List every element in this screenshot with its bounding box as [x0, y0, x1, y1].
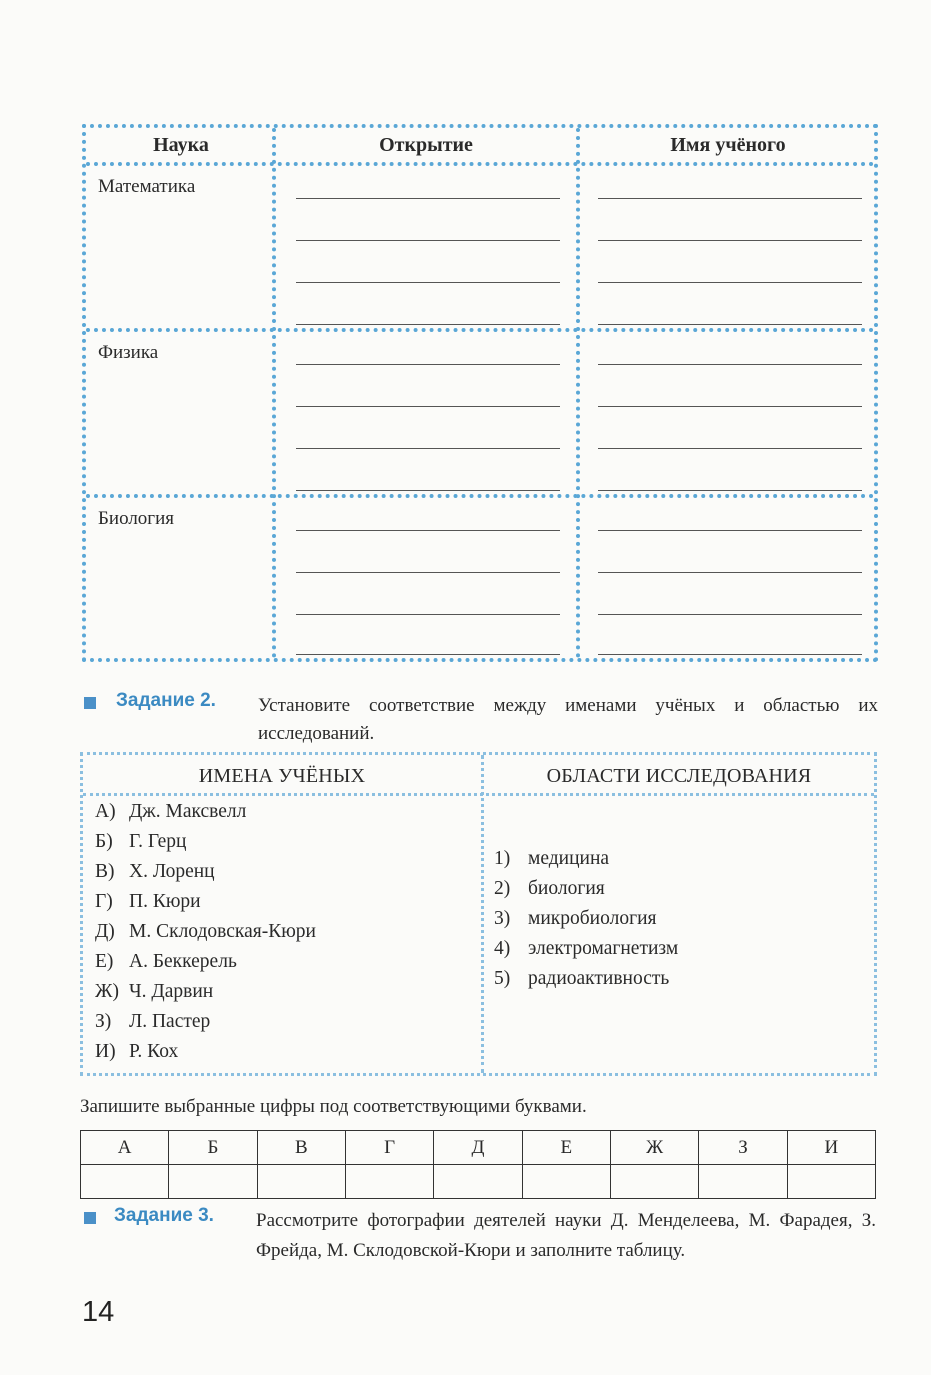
- scientist-input-line[interactable]: [598, 530, 862, 531]
- scientist-input-line[interactable]: [598, 198, 862, 199]
- discovery-input-line[interactable]: [296, 282, 560, 283]
- scientist-input-line[interactable]: [598, 448, 862, 449]
- field-item: 1) медицина: [494, 848, 610, 869]
- task3-title: Задание 3.: [114, 1205, 214, 1226]
- row-divider: [86, 162, 874, 166]
- science-discovery-table: [82, 124, 878, 662]
- row-divider: [83, 793, 874, 796]
- answer-letter: Ж: [610, 1131, 698, 1165]
- answer-cell[interactable]: [699, 1165, 787, 1199]
- scientist-item: Д) М. Склодовская-Кюри: [95, 921, 316, 942]
- answer-instruction: Запишите выбранные цифры под соответствующими буквами.: [80, 1096, 587, 1117]
- discovery-input-line[interactable]: [296, 654, 560, 655]
- answer-cell[interactable]: [345, 1165, 433, 1199]
- header-scientist: Имя учёного: [670, 134, 786, 156]
- header-science: Наука: [153, 134, 209, 156]
- field-item: 3) микробиология: [494, 908, 657, 929]
- discovery-input-line[interactable]: [296, 530, 560, 531]
- column-divider: [576, 128, 580, 658]
- scientist-input-line[interactable]: [598, 364, 862, 365]
- scientist-item: З) Л. Пастер: [95, 1011, 211, 1032]
- task3-text: Рассмотрите фотографии деятелей науки Д. Менделеева, М. Фарадея, З. Фрейда, М. Склодовской-Кюри и заполните таблицу.: [256, 1210, 876, 1261]
- row-divider: [86, 494, 874, 498]
- scientist-input-line[interactable]: [598, 572, 862, 573]
- discovery-input-line[interactable]: [296, 448, 560, 449]
- scientist-item: Б) Г. Герц: [95, 831, 187, 852]
- answer-letter: А: [81, 1131, 169, 1165]
- field-item: 4) электромагнетизм: [494, 938, 679, 959]
- answer-letters-row: [81, 1131, 876, 1165]
- answer-letter: З: [699, 1131, 787, 1165]
- answer-cell[interactable]: [434, 1165, 522, 1199]
- column-divider: [481, 755, 484, 1073]
- row-label-math: Математика: [98, 176, 196, 197]
- row-label-biology: Биология: [98, 508, 175, 529]
- answer-letter: Д: [434, 1131, 522, 1165]
- answer-digits-row: [81, 1165, 876, 1199]
- scientist-item: А) Дж. Максвелл: [95, 801, 247, 822]
- discovery-input-line[interactable]: [296, 240, 560, 241]
- answer-cell[interactable]: [610, 1165, 698, 1199]
- task-bullet-icon: [84, 697, 96, 709]
- discovery-input-line[interactable]: [296, 364, 560, 365]
- scientist-input-line[interactable]: [598, 324, 862, 325]
- fields-header: ОБЛАСТИ ИССЛЕДОВАНИЯ: [546, 765, 812, 787]
- scientist-input-line[interactable]: [598, 614, 862, 615]
- discovery-input-line[interactable]: [296, 324, 560, 325]
- discovery-input-line[interactable]: [296, 198, 560, 199]
- answer-letter: Г: [345, 1131, 433, 1165]
- discovery-input-line[interactable]: [296, 406, 560, 407]
- task2-title: Задание 2.: [116, 690, 216, 711]
- answer-cell[interactable]: [257, 1165, 345, 1199]
- scientist-item: Е) А. Беккерель: [95, 951, 237, 972]
- scientist-item: И) Р. Кох: [95, 1041, 179, 1062]
- task-bullet-icon: [84, 1212, 96, 1224]
- row-label-physics: Физика: [98, 342, 159, 363]
- row-divider: [86, 328, 874, 332]
- page-number: 14: [82, 1296, 115, 1328]
- field-item: 5) радиоактивность: [494, 968, 670, 989]
- scientist-item: Г) П. Кюри: [95, 891, 201, 912]
- column-divider: [272, 128, 276, 658]
- scientist-item: Ж) Ч. Дарвин: [95, 981, 214, 1002]
- matching-table: [80, 752, 877, 1076]
- answer-cell[interactable]: [787, 1165, 875, 1199]
- discovery-input-line[interactable]: [296, 490, 560, 491]
- scientist-item: В) Х. Лоренц: [95, 861, 215, 882]
- scientist-input-line[interactable]: [598, 654, 862, 655]
- scientist-input-line[interactable]: [598, 490, 862, 491]
- scientist-input-line[interactable]: [598, 282, 862, 283]
- scientists-header: ИМЕНА УЧЁНЫХ: [198, 765, 366, 787]
- scientist-input-line[interactable]: [598, 240, 862, 241]
- answer-letter: Е: [522, 1131, 610, 1165]
- answer-letter: И: [787, 1131, 875, 1165]
- scientist-input-line[interactable]: [598, 406, 862, 407]
- answer-cell[interactable]: [169, 1165, 257, 1199]
- header-discovery: Открытие: [379, 134, 473, 156]
- answer-grid: [80, 1130, 876, 1199]
- answer-letter: В: [257, 1131, 345, 1165]
- task2-text: Установите соответствие между именами учёных и областью их исследований.: [258, 695, 878, 744]
- discovery-input-line[interactable]: [296, 614, 560, 615]
- field-item: 2) биология: [494, 878, 605, 899]
- answer-cell[interactable]: [522, 1165, 610, 1199]
- discovery-input-line[interactable]: [296, 572, 560, 573]
- answer-letter: Б: [169, 1131, 257, 1165]
- answer-cell[interactable]: [81, 1165, 169, 1199]
